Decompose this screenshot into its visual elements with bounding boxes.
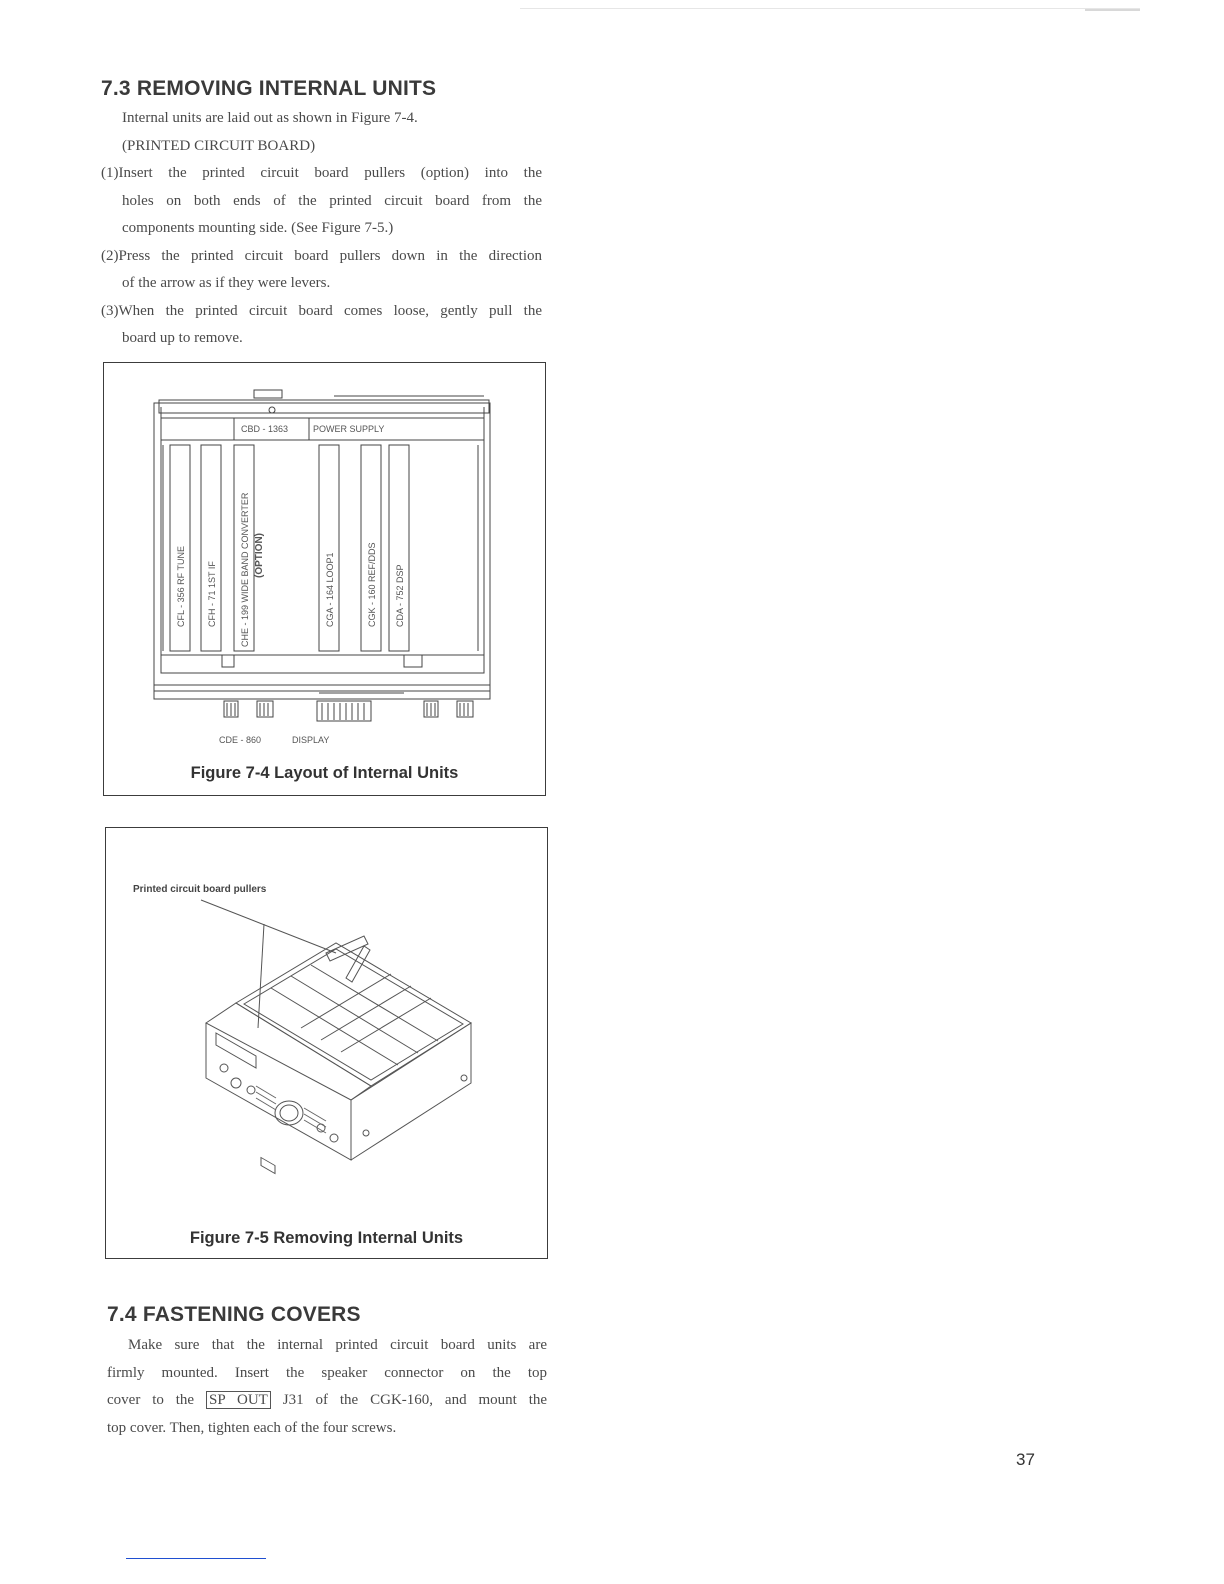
step-2-line-2: of the arrow as if they were levers. [122,275,331,291]
section-heading-7-4: 7.4 FASTENING COVERS [107,1303,361,1326]
section-heading-7-3: 7.3 REMOVING INTERNAL UNITS [101,77,437,100]
main-dial [317,701,371,721]
section-7-3-body [101,105,542,353]
fastening-line-4: top cover. Then, tighten each of the four screws. [107,1419,397,1436]
section-7-4-body [107,1332,547,1442]
subhead-pcb: (PRINTED CIRCUIT BOARD) [122,137,316,154]
display-board-label: CDE - 860 [219,735,262,745]
display-board [161,655,484,673]
top-rule-mark [1085,9,1140,11]
display-label: DISPLAY [292,735,330,745]
front-panel-face [206,1023,351,1160]
top-handle [254,390,282,398]
fastening-line-3-pre: cover to the [107,1392,195,1408]
removing-units-illustration [106,828,547,1208]
fastening-line-2: firmly mounted. Insert the speaker connector on the top [107,1364,547,1381]
top-rail [159,400,489,413]
figure-7-5-caption: Figure 7-5 Removing Internal Units [189,1229,464,1247]
puller-tool-left [326,936,368,961]
power-board-label: CBD - 1363 [241,424,289,434]
internal-units-layout-diagram [104,363,545,758]
slot-label-dsp: CDA - 752 DSP [395,564,405,627]
slot-label-option: (OPTION) [254,533,265,578]
front-panel-top [206,1003,371,1100]
bottom-link-underline [126,1558,266,1559]
intro-paragraph: Internal units are laid out as shown in Figure 7-4. [122,110,418,126]
fastening-line-3 [107,1387,547,1415]
front-panel [154,685,490,699]
power-supply-label: POWER SUPPLY [313,424,385,434]
figure-7-4-caption: Figure 7-4 Layout of Internal Units [190,764,459,782]
slot-label-ref-dds: CGK - 160 REF/DDS [367,542,377,627]
slot-label-1st-if: CFH - 71 1ST IF [207,561,217,627]
pcb-pullers-callout: Printed circuit board pullers [133,884,267,895]
slot-label-wide-band: CHE - 199 WIDE BAND CONVERTER [240,492,250,647]
step-1-line-2: holes on both ends of the printed circuit board from the [122,192,542,209]
slot-label-rf-tune: CFL - 356 RF TUNE [176,545,186,627]
fastening-line-3-post: J31 of the CGK-160, and mount the [282,1392,548,1408]
page-number: 37 [1016,1450,1035,1469]
chassis-outline [154,403,490,691]
step-1-line-3: components mounting side. (See Figure 7-5.) [122,220,394,236]
figure-7-4 [103,362,546,796]
figure-7-5 [105,827,548,1259]
sp-out-terminal-box: SP OUT [206,1391,271,1409]
fastening-line-1: Make sure that the internal printed circuit board units are [128,1337,547,1353]
step-3-line-2: board up to remove. [122,330,243,346]
knob-4 [457,701,473,717]
side-panel [351,1023,471,1160]
knob-2 [257,701,273,717]
slot-label-loop1: CGA - 164 LOOP1 [325,552,335,627]
step-3-line-1: (3)When the printed circuit board comes loose, gently pull the [101,302,542,319]
top-rule [520,8,1140,9]
step-1-line-1: (1)Insert the printed circuit board pullers (option) into the [101,165,542,181]
step-2-line-1: (2)Press the printed circuit board pullers down in the direction [101,247,542,264]
